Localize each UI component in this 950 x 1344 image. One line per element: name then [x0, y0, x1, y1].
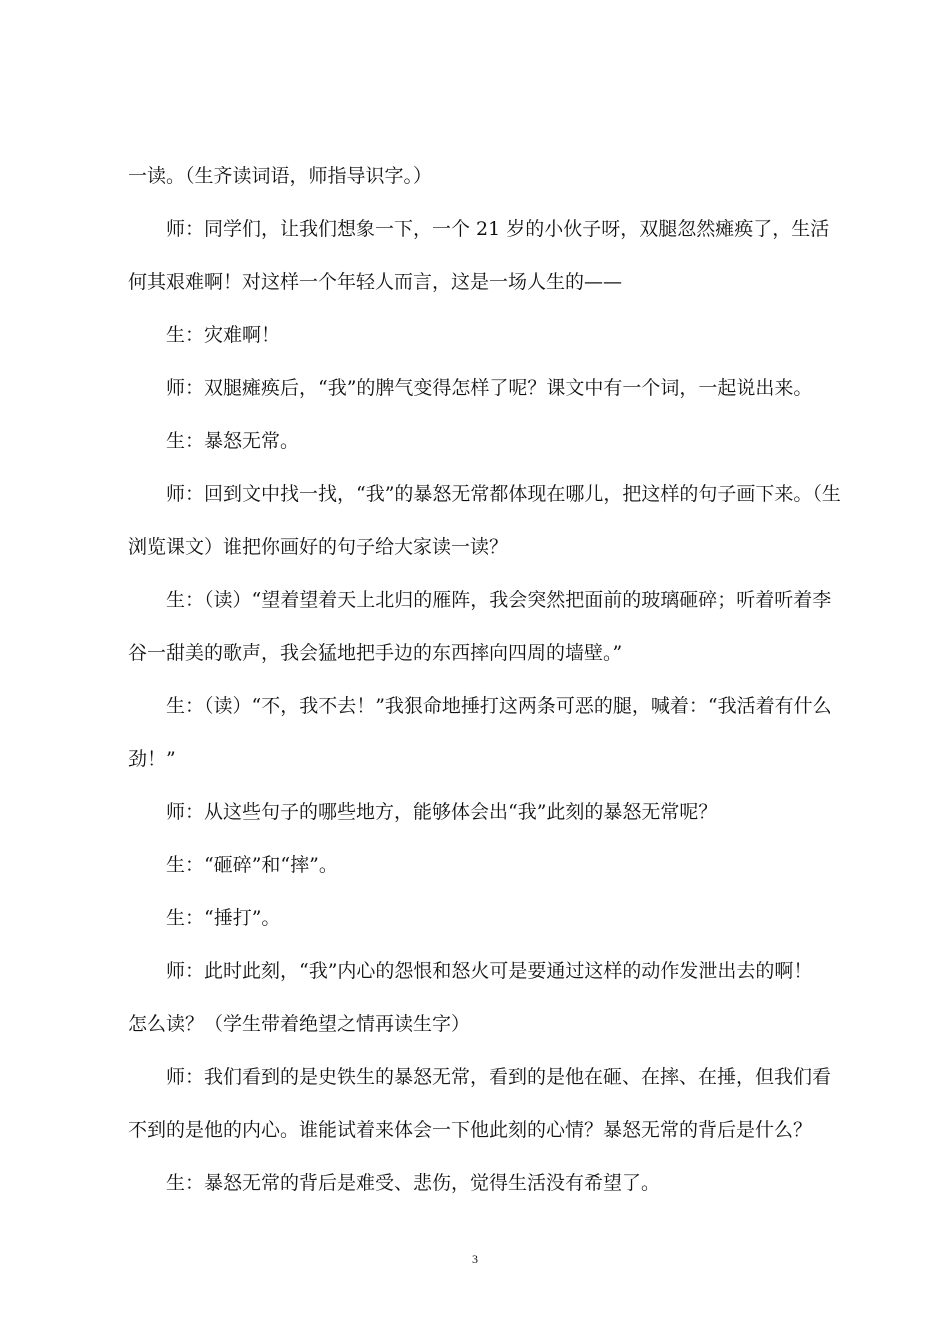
text-line: 生：“砸碎”和“摔”。 — [166, 854, 338, 876]
text-line: 怎么读？（学生带着绝望之情再读生字） — [128, 1013, 471, 1035]
text-line: 生：灾难啊！ — [166, 324, 281, 346]
page-number: 3 — [472, 1252, 478, 1266]
text-line: 师：我们看到的是史铁生的暴怒无常，看到的是他在砸、在摔、在捶，但我们看 — [166, 1066, 832, 1088]
text-line: 师：此时此刻，“我”内心的怨恨和怒火可是要通过这样的动作发泄出去的啊！ — [166, 960, 813, 982]
text-line: 谷一甜美的歌声，我会猛地把手边的东西摔向四周的墙壁。” — [128, 642, 623, 664]
text-line: 师：回到文中找一找，“我”的暴怒无常都体现在哪儿，把这样的句子画下来。（生 — [166, 483, 841, 505]
text-line: 生：“捶打”。 — [166, 907, 281, 929]
text-line: 生：（读）“望着望着天上北归的雁阵，我会突然把面前的玻璃砸碎；听着听着李 — [166, 589, 832, 611]
text-line: 浏览课文）谁把你画好的句子给大家读一读？ — [128, 536, 509, 558]
text-line: 何其艰难啊！对这样一个年轻人而言，这是一场人生的—— — [128, 271, 623, 293]
body-text — [128, 150, 848, 1210]
text-line: 师：同学们，让我们想象一下，一个 21 岁的小伙子呀，双腿忽然瘫痪了，生活 — [166, 218, 830, 240]
text-line: 一读。（生齐读词语，师指导识字。） — [128, 165, 433, 187]
text-line: 生：暴怒无常的背后是难受、悲伤，觉得生活没有希望了。 — [166, 1172, 661, 1194]
text-line: 生：（读）“不，我不去！”我狠命地捶打这两条可恶的腿，喊着：“我活着有什么 — [166, 695, 832, 717]
text-line: 师：双腿瘫痪后，“我”的脾气变得怎样了呢？课文中有一个词，一起说出来。 — [166, 377, 813, 399]
text-line: 师：从这些句子的哪些地方，能够体会出“我”此刻的暴怒无常呢？ — [166, 801, 718, 823]
text-line: 生：暴怒无常。 — [166, 430, 300, 452]
text-line: 劲！” — [128, 748, 176, 770]
text-line: 不到的是他的内心。谁能试着来体会一下他此刻的心情？暴怒无常的背后是什么？ — [128, 1119, 813, 1141]
